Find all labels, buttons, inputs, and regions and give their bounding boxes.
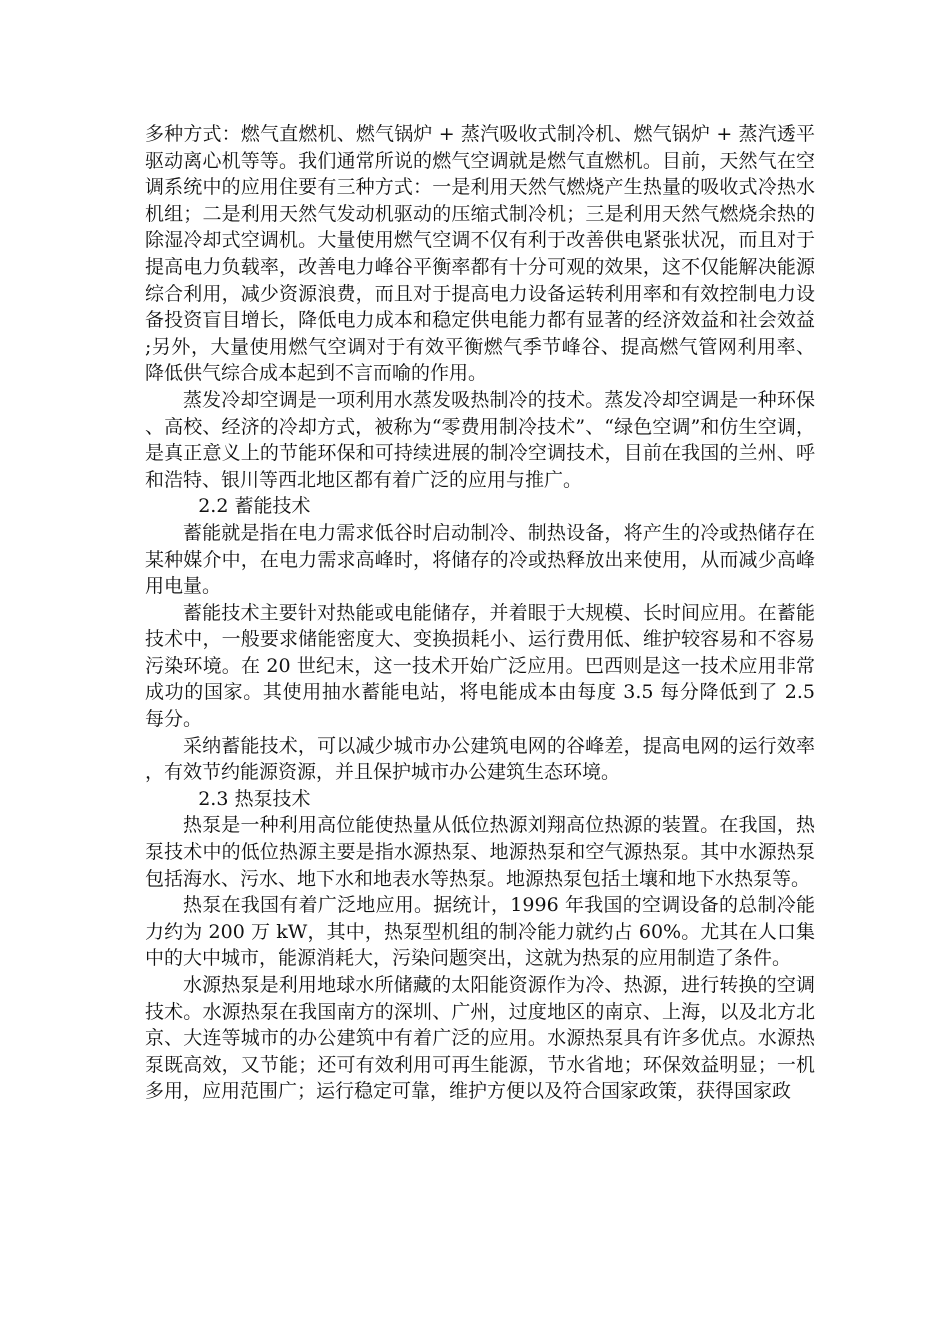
paragraph-heat-pump-statistics: 热泵在我国有着广泛地应用。据统计，1996 年我国的空调设备的总制冷能力约为 200 万 kW，其中，热泵型机组的制冷能力就约占 60%。尤其在人口集中的大中城市，能源消耗大，污染问题突出，这就为热泵的应用制造了条件。: [145, 894, 815, 970]
paragraph-storage-benefits: 采纳蓄能技术，可以减少城市办公建筑电网的谷峰差，提高电网的运行效率，有效节约能源资源，并且保护城市办公建筑生态环境。: [145, 734, 815, 784]
paragraph-water-source-heat-pump: 水源热泵是利用地球水所储藏的太阳能资源作为冷、热源，进行转换的空调技术。水源热泵在我国南方的深圳、广州，过度地区的南京、上海，以及北方北京、大连等城市的办公建筑中有着广泛的应用。水源热泵具有许多优点。水源热泵既高效，又节能；还可有效利用可再生能源，节水省地；环保效益明显；一机多用，应用范围广；运行稳定可靠，维护方便以及符合国家政策，获得国家政: [145, 974, 815, 1103]
paragraph-gas-aircon-methods: 多种方式：燃气直燃机、燃气锅炉 + 蒸汽吸收式制冷机、燃气锅炉 + 蒸汽透平驱动离心机等等。我们通常所说的燃气空调就是燃气直燃机。目前，天然气在空调系统中的应用住要有三种方式：一是利用天然气燃烧产生热量的吸收式冷热水机组；二是利用天然气发动机驱动的压缩式制冷机；三是利用天然气燃烧余热的除湿冷却式空调机。大量使用燃气空调不仅有利于改善供电紧张状况，而且对于提高电力负载率，改善电力峰谷平衡率都有十分可观的效果，这不仅能解决能源综合利用，减少资源浪费，而且对于提高电力设备运转利用率和有效控制电力设备投资盲目增长，降低电力成本和稳定供电能力都有显著的经济效益和社会效益;另外，大量使用燃气空调对于有效平衡燃气季节峰谷、提高燃气管网利用率、降低供气综合成本起到不言而喻的作用。: [145, 123, 815, 385]
document-page: [145, 121, 815, 1105]
section-heading-energy-storage: 2.2 蓄能技术: [198, 495, 311, 518]
section-heading-heat-pump: 2.3 热泵技术: [198, 787, 311, 810]
paragraph-evaporative-cooling: 蒸发冷却空调是一项利用水蒸发吸热制冷的技术。蒸发冷却空调是一种环保、高校、经济的冷却方式，被称为“零费用制冷技术”、“绿色空调”和仿生空调，是真正意义上的节能环保和可持续进展的制冷空调技术，目前在我国的兰州、呼和浩特、银川等西北地区都有着广泛的应用与推广。: [145, 388, 815, 491]
paragraph-storage-requirements: 蓄能技术主要针对热能或电能储存，并着眼于大规模、长时间应用。在蓄能技术中，一般要求储能密度大、变换损耗小、运行费用低、维护较容易和不容易污染环境。在 20 世纪末，这一技术开始广泛应用。巴西则是这一技术应用非常成功的国家。其使用抽水蓄能电站，将电能成本由每度 3.5 每分降低到了 2.5 每分。: [145, 601, 815, 731]
paragraph-storage-definition: 蓄能就是指在电力需求低谷时启动制冷、制热设备，将产生的冷或热储存在某种媒介中，在电力需求高峰时，将储存的冷或热释放出来使用，从而减少高峰用电量。: [145, 521, 815, 598]
paragraph-heat-pump-definition: 热泵是一种利用高位能使热量从低位热源刘翔高位热源的装置。在我国，热泵技术中的低位热源主要是指水源热泵、地源热泵和空气源热泵。其中水源热泵包括海水、污水、地下水和地表水等热泵。地源热泵包括土壤和地下水热泵等。: [145, 814, 815, 890]
